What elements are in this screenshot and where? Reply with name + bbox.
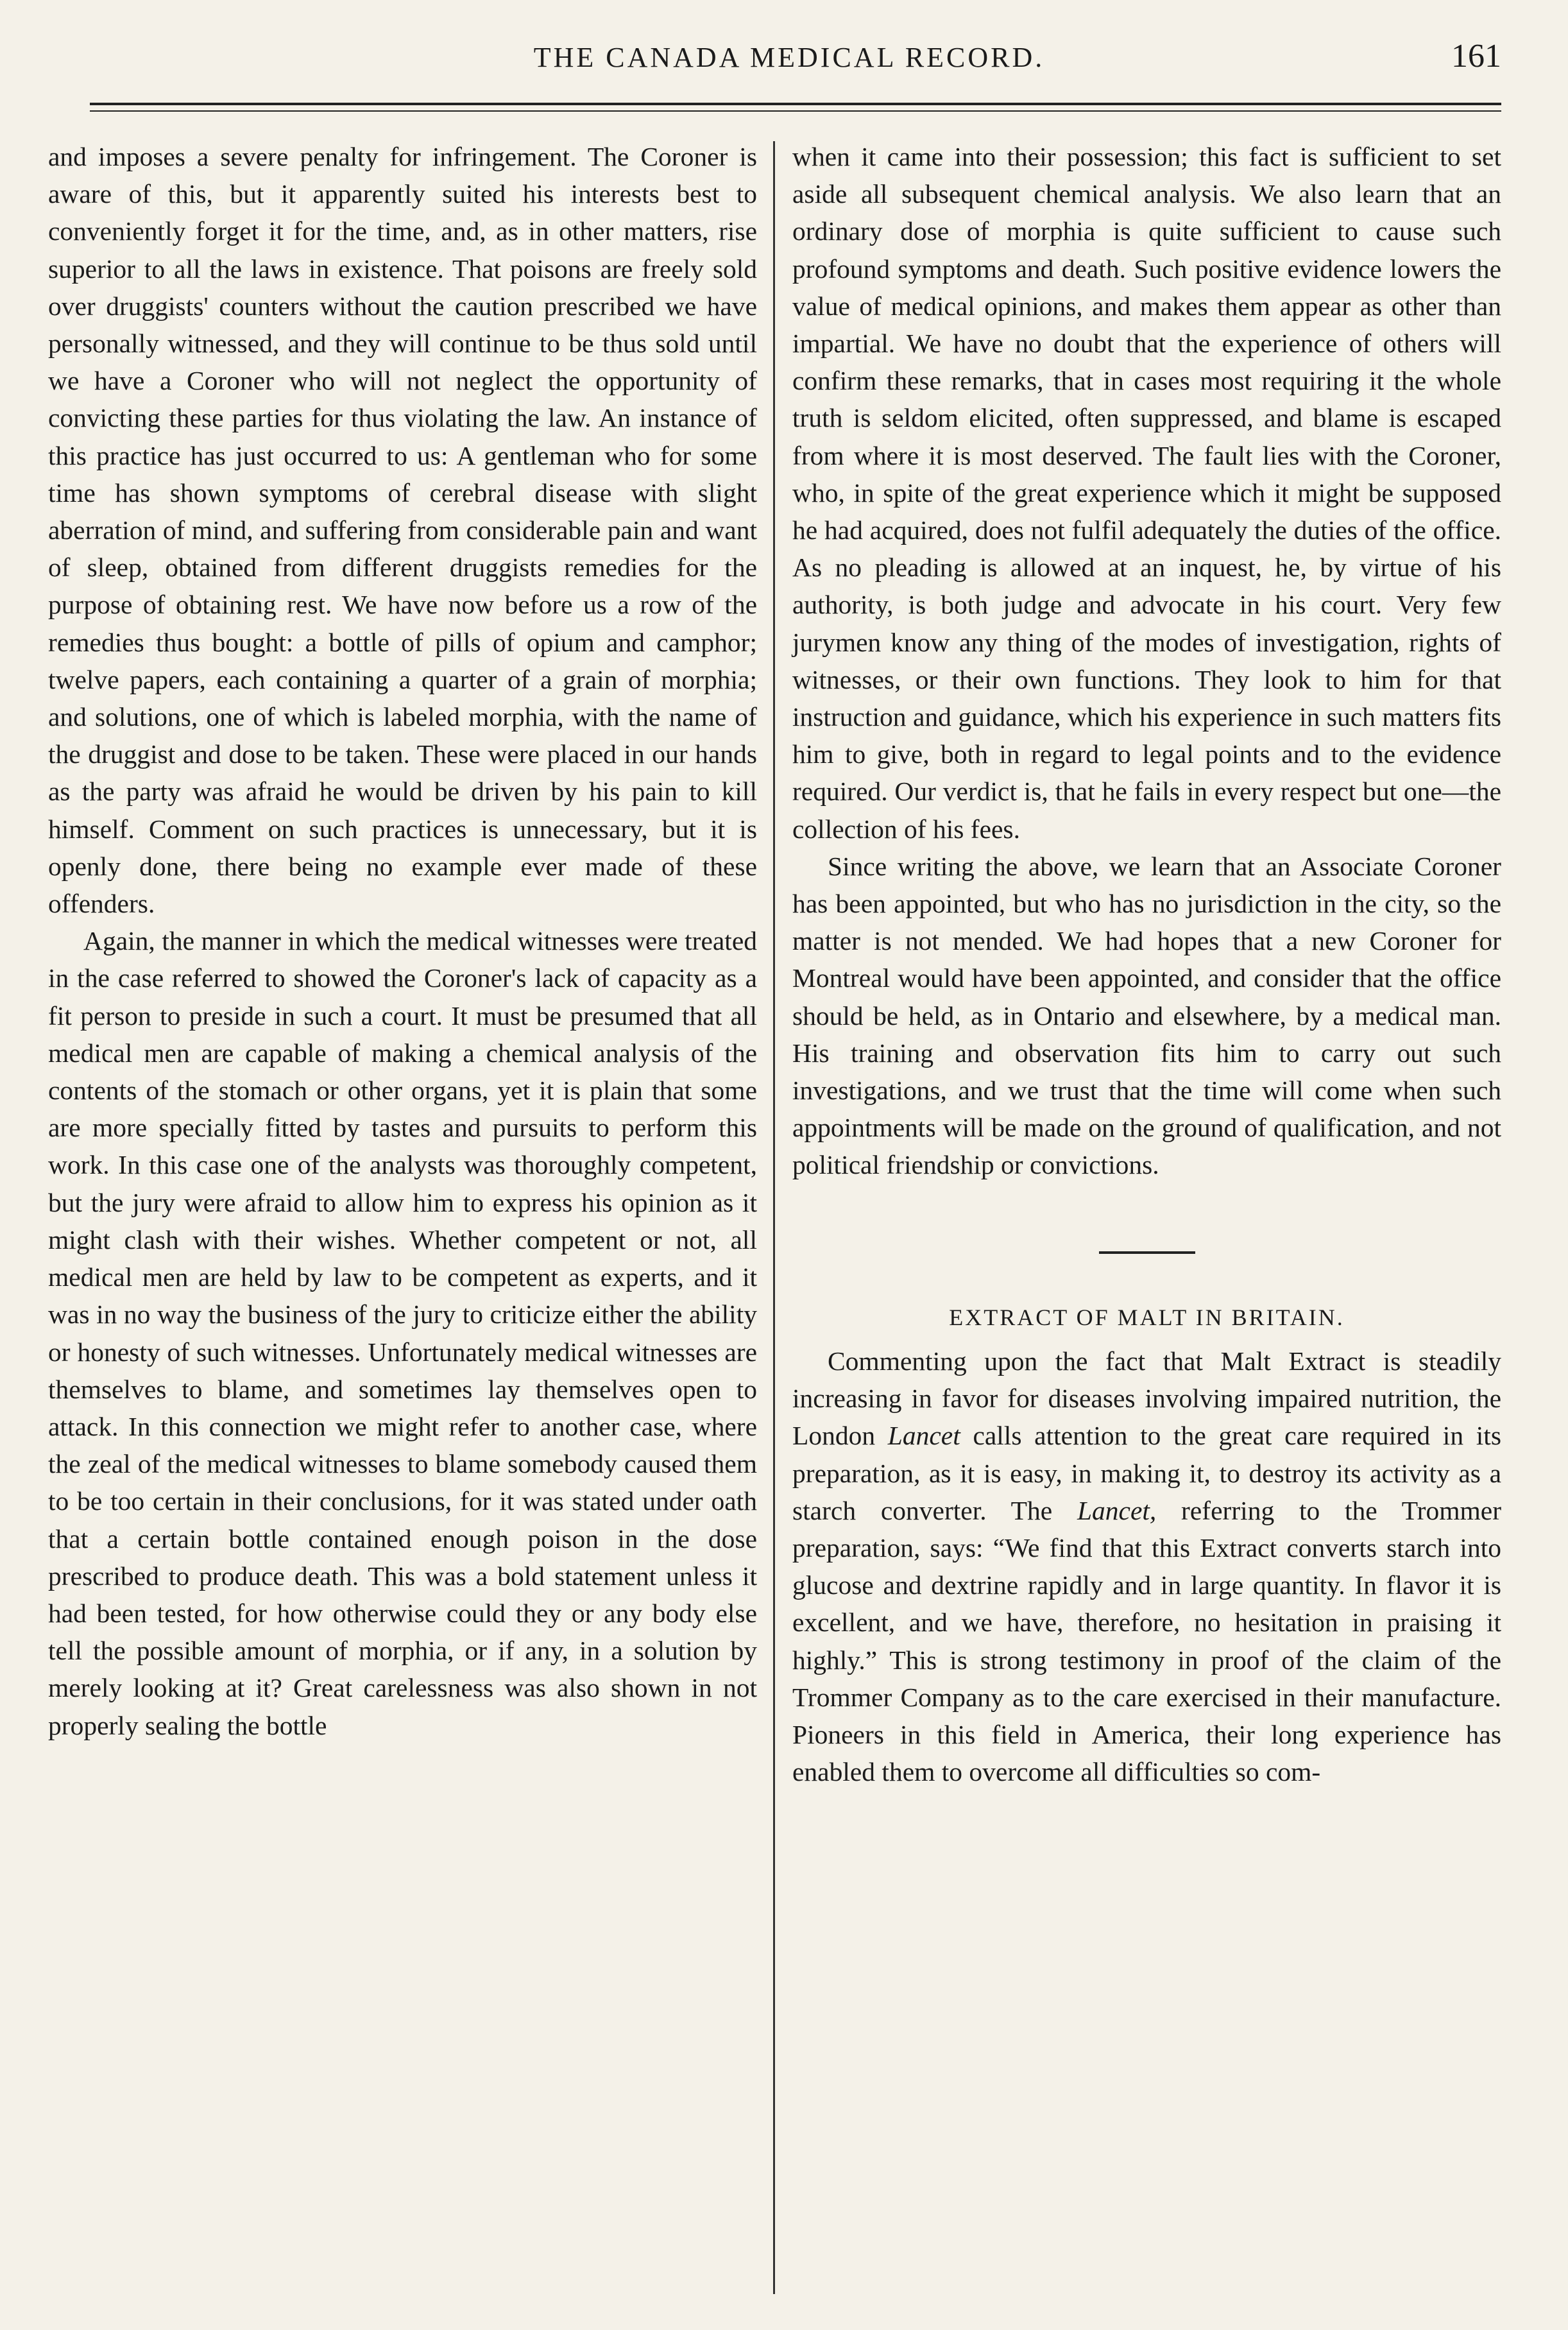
right-paragraph-1: when it came into their possession; this fact is sufficient to set aside all subsequent chemical analysis. We also learn that an ordinary dose of morphia is quite sufficient to cause such profound symptoms and death. Such positive evidence lowers the value of medical opinions, and makes them appear as other than impartial. We have no doubt that the experience of others will confirm these remarks, that in cases most requiring it the whole truth is seldom elicited, often suppressed, and blame is escaped from where it is most deserved. The fault lies with the Coroner, who, in spite of the great experience which it might be supposed he had acquired, does not fulfil adequately the duties of the office. As no pleading is allowed at an inquest, he, by virtue of his authority, is both judge and advocate in his court. Very few jurymen know any thing of the modes of investigation, rights of witnesses, or their own functions. They look to him for that instruction and guidance, which his experience in such matters fits him to give, both in regard to legal points and to the evidence required. Our verdict is, that he fails in every respect but one—the collection of his fees. bbox=[792, 142, 1501, 844]
page-number: 161 bbox=[1451, 38, 1501, 74]
left-paragraph-1: and imposes a severe penalty for infringement. The Coroner is aware of this, but it apparently suited his interests best to conveniently forget it for the time, and, as in other matters, rise superior to all the laws in existence. That poisons are freely sold over druggists' counters without the caution prescribed we have personally witnessed, and they will continue to be thus sold until we have a Coroner who will not neglect the opportunity of convicting these parties for thus violating the law. An instance of this practice has just occurred to us: A gentleman who for some time has shown symptoms of cerebral disease with slight aberration of mind, and suffering from considerable pain and want of sleep, obtained from different druggists remedies for the purpose of obtaining rest. We have now before us a row of the remedies thus bought: a bottle of pills of opium and camphor; twelve papers, each containing a quarter of a grain of morphia; and solutions, one of which is labeled morphia, with the name of the druggist and dose to be taken. These were placed in our hands as the party was afraid he would be driven by his pain to kill himself. Comment on such practices is unnecessary, but it is openly done, there being no example ever made of these offenders. bbox=[48, 142, 757, 919]
running-head bbox=[77, 33, 1501, 85]
text-columns bbox=[48, 138, 1501, 2307]
right-paragraph-2: Since writing the above, we learn that an Associate Coroner has been appointed, but who has no jurisdiction in the city, so the matter is not mended. We had hopes that a new Coroner for Montreal would have been appointed, and consider that the office should be held, as in Ontario and elsewhere, by a medical man. His training and observation fits him to carry out such investigations, and we trust that the time will come when such appointments will be made on the ground of qualification, and not political friendship or convictions. bbox=[792, 851, 1501, 1180]
malt-text-mid: calls attention to the great care required in its preparation, as it is easy, in making it, to destroy its activity as a starch converter. The bbox=[792, 1421, 1501, 1525]
header-double-rule bbox=[90, 103, 1501, 112]
malt-text-after: referring to the Trommer preparation, says: “We find that this Extract converts starch into glucose and dextrine rapidly and in large quantity. In flavor it is excellent, and we have, therefore, no hesitation in praising it highly.” This is strong testimony in proof of the claim of the Trommer Company as to the care exercised in their manufacture. Pioneers in this field in America, their long experience has enabled them to overcome all difficulties so com- bbox=[792, 1495, 1502, 1787]
section-separator-rule bbox=[1099, 1251, 1195, 1254]
right-column bbox=[792, 138, 1501, 2307]
journal-name-lancet: Lancet bbox=[887, 1421, 960, 1451]
running-title: THE CANADA MEDICAL RECORD. bbox=[533, 42, 1045, 73]
column-divider bbox=[773, 141, 775, 2294]
journal-name-lancet-2: Lancet, bbox=[1077, 1495, 1157, 1525]
left-paragraph-2: Again, the manner in which the medical witnesses were treated in the case referred to showed the Coroner's lack of capacity as a fit person to preside in such a court. It must be presumed that all medical men are capable of making a chemical analysis of the contents of the stomach or other organs, yet it is plain that some are more specially fitted by tastes and pursuits to perform this work. In this case one of the analysts was thoroughly competent, but the jury were afraid to allow him to express his opinion as it might clash with their wishes. Whether competent or not, all medical men are held by law to be competent as experts, and it was in no way the business of the jury to criticize either the ability or honesty of such witnesses. Unfortunately medical witnesses are themselves to blame, and sometimes lay themselves open to attack. In this connection we might refer to another case, where the zeal of the medical witnesses to blame somebody caused them to be too certain in their conclusions, for it was stated under oath that a certain bottle contained enough poison in the dose prescribed to produce death. This was a bold statement unless it had been tested, for how otherwise could they or any body else tell the possible amount of morphia, or if any, in a solution by merely looking at it? Great carelessness was also shown in not properly sealing the bottle bbox=[48, 926, 757, 1740]
left-column bbox=[48, 138, 757, 2307]
malt-extract-paragraph bbox=[792, 1342, 1501, 1790]
section-heading: EXTRACT OF MALT IN BRITAIN. bbox=[949, 1304, 1345, 1330]
malt-text-before: Commenting upon the fact that Malt Extract is steadily increasing in favor for diseases involving impaired nutrition, the London bbox=[792, 1346, 1501, 1451]
